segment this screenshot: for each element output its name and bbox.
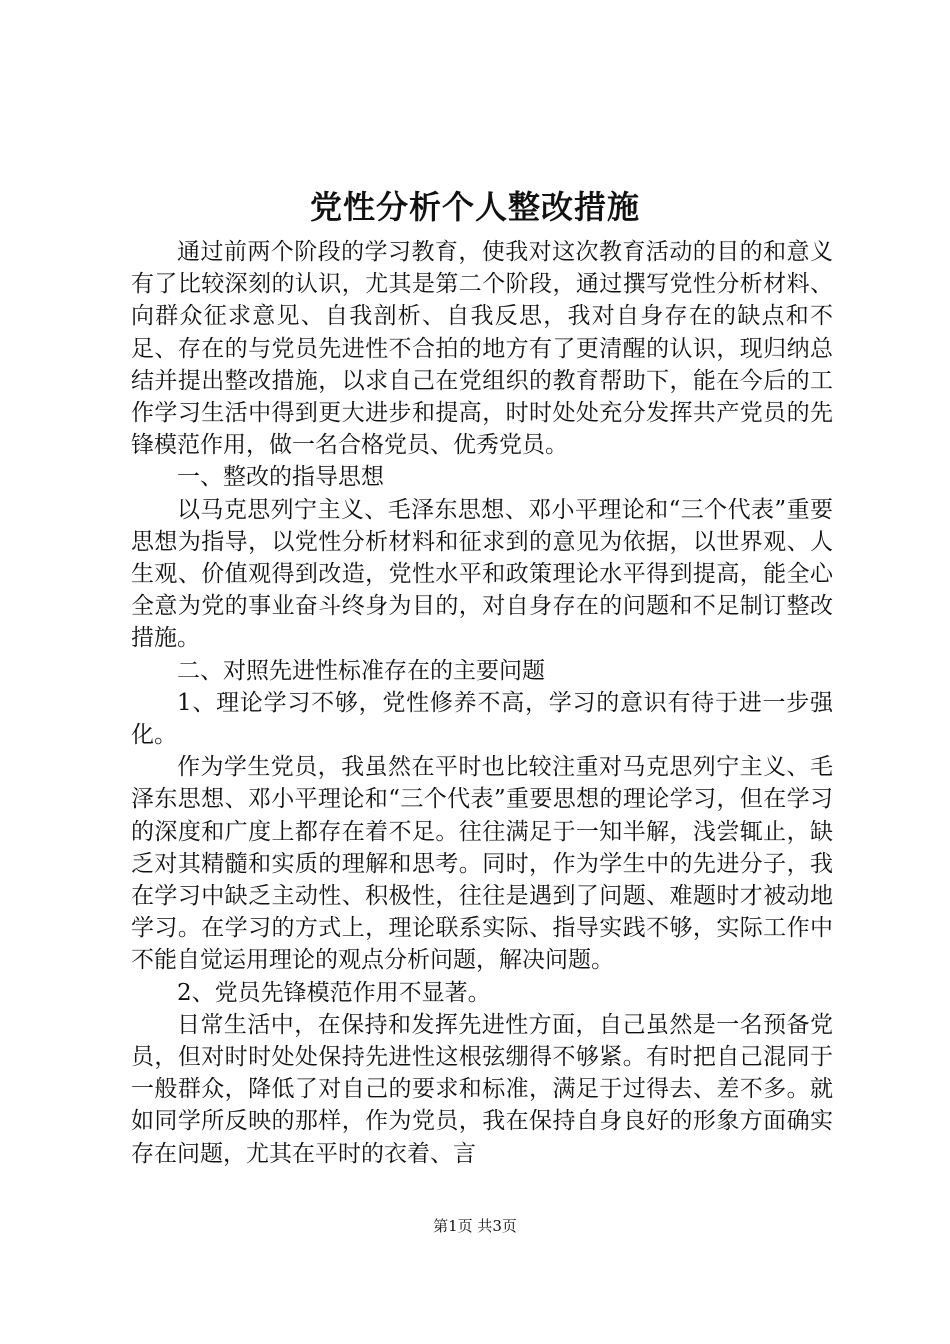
problem-2-paragraph: 日常生活中，在保持和发挥先进性方面，自己虽然是一名预备党员，但对时时处处保持先进性这根弦绷得不够紧。有时把自己混同于一般群众，降低了对自己的要求和标准，满足于过得去、差不多。就如同学所反映的那样，作为党员，我在保持自身良好的形象方面确实存在问题，尤其在平时的衣着、言 <box>131 1011 833 1167</box>
problem-2-heading: 2、党员先锋模范作用不显著。 <box>177 979 491 1006</box>
section-heading-main-problems: 二、对照先进性标准存在的主要问题 <box>177 657 545 684</box>
guiding-thought-paragraph: 以马克思列宁主义、毛泽东思想、邓小平理论和“三个代表”重要思想为指导，以党性分析材料和征求到的意见为依据，以世界观、人生观、价值观得到改造，党性水平和政策理论水平得到提高，能全心全意为党的事业奋斗终身为目的，对自身存在的问题和不足制订整改措施。 <box>131 496 833 652</box>
problem-1-paragraph: 作为学生党员，我虽然在平时也比较注重对马克思列宁主义、毛泽东思想、邓小平理论和“三个代表”重要思想的理论学习，但在学习的深度和广度上都存在着不足。往往满足于一知半解，浅尝辄止，缺乏对其精髓和实质的理解和思考。同时，作为学生中的先进分子，我在学习中缺乏主动性、积极性，往往是遇到了问题、难题时才被动地学习。在学习的方式上，理论联系实际、指导实践不够，实际工作中不能自觉运用理论的观点分析问题，解决问题。 <box>131 754 833 974</box>
problem-1-heading: 1、理论学习不够，党性修养不高，学习的意识有待于进一步强化。 <box>131 689 833 749</box>
intro-paragraph: 通过前两个阶段的学习教育，使我对这次教育活动的目的和意义有了比较深刻的认识，尤其是第二个阶段，通过撰写党性分析材料、向群众征求意见、自我剖析、自我反思，我对自身存在的缺点和不足、存在的与党员先进性不合拍的地方有了更清醒的认识，现归纳总结并提出整改措施，以求自己在党组织的教育帮助下，能在今后的工作学习生活中得到更大进步和提高，时时处处充分发挥共产党员的先锋模范作用，做一名合格党员、优秀党员。 <box>131 239 833 459</box>
document-title: 党性分析个人整改措施 <box>309 188 640 226</box>
section-heading-guiding-thought: 一、整改的指导思想 <box>177 464 384 491</box>
document-body <box>131 236 833 1170</box>
page-footer: 第1页 共3页 <box>433 1217 517 1235</box>
